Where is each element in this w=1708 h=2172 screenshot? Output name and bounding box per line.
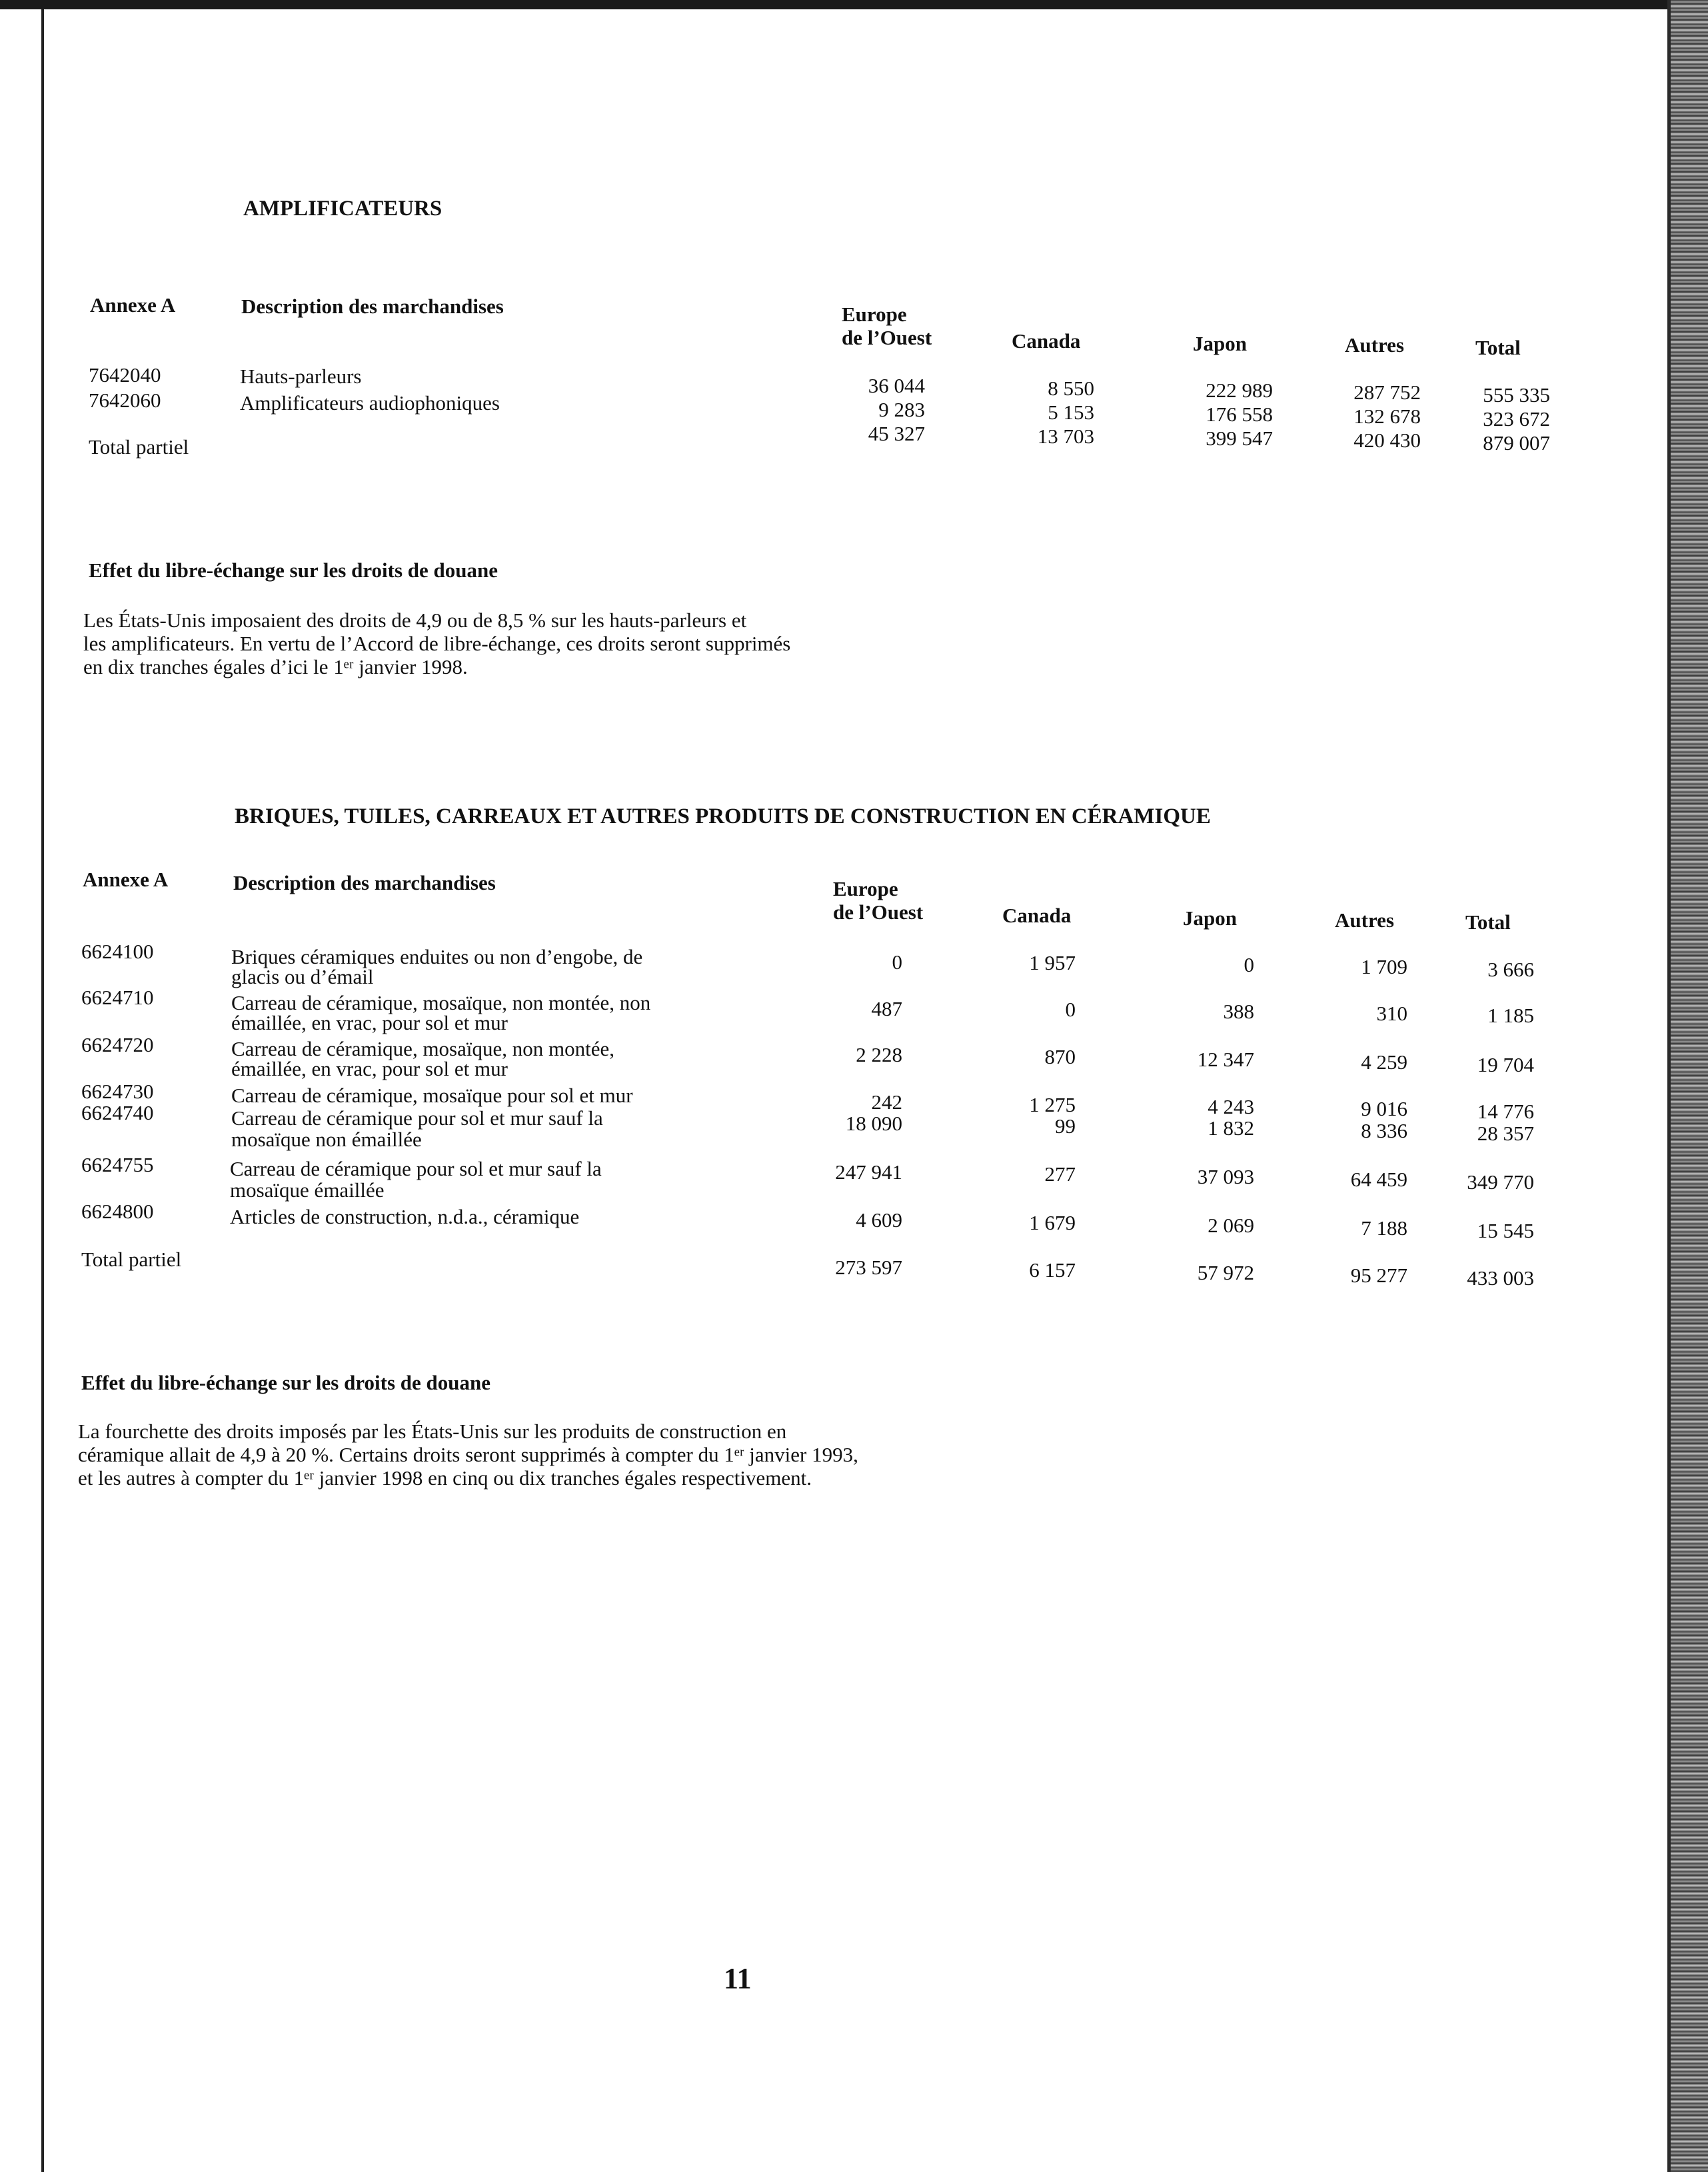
row-description: Carreau de céramique, mosaïque pour sol et mur [231, 1084, 633, 1107]
header-japon: Japon [1183, 906, 1237, 930]
header-europe-line1: Europe [833, 877, 898, 900]
row-description-cont: mosaïque non émaillée [231, 1128, 422, 1151]
cell-autres: 9 016 [1361, 1097, 1407, 1120]
header-annexe: Annexe A [90, 293, 176, 317]
cell-japon: 2 069 [1208, 1214, 1254, 1237]
cell-europe: 247 941 [835, 1160, 902, 1184]
effect-heading: Effet du libre-échange sur les droits de douane [89, 558, 498, 582]
header-autres: Autres [1335, 908, 1394, 932]
header-total: Total [1465, 910, 1511, 934]
row-code: 6624100 [81, 940, 154, 963]
subtotal-label: Total partiel [81, 1248, 182, 1271]
header-total: Total [1475, 336, 1521, 359]
header-europe-line2: de l’Ouest [842, 326, 932, 349]
cell-canada: 1 957 [1029, 951, 1076, 974]
header-canada: Canada [1002, 904, 1072, 927]
cell-japon: 4 243 [1208, 1095, 1254, 1118]
cell-canada: 13 703 [1037, 425, 1094, 448]
cell-japon: 1 832 [1208, 1116, 1254, 1140]
cell-canada: 870 [1044, 1045, 1076, 1068]
row-code: 6624740 [81, 1101, 154, 1124]
paragraph-line: céramique allait de 4,9 à 20 %. Certains droits seront supprimés à compter du 1ᵉʳ janvier 1993, [78, 1443, 858, 1466]
cell-canada: 0 [1065, 998, 1076, 1021]
cell-canada: 6 157 [1029, 1258, 1076, 1282]
cell-europe: 2 228 [856, 1043, 902, 1066]
cell-autres: 132 678 [1353, 405, 1421, 428]
cell-autres: 420 430 [1353, 429, 1421, 452]
row-code: 7642040 [89, 363, 161, 387]
cell-autres: 7 188 [1361, 1216, 1407, 1240]
cell-total: 3 666 [1487, 958, 1534, 981]
cell-total: 28 357 [1477, 1122, 1534, 1145]
header-annexe: Annexe A [83, 868, 169, 891]
row-code: 7642060 [89, 389, 161, 412]
effect-paragraph [83, 608, 790, 678]
header-description: Description des marchandises [241, 295, 504, 318]
row-description: Carreau de céramique pour sol et mur sauf la [230, 1157, 602, 1180]
subtotal-label: Total partiel [89, 435, 189, 459]
paragraph-line: Les États-Unis imposaient des droits de 4,9 ou de 8,5 % sur les hauts-parleurs et [83, 608, 747, 632]
cell-canada: 5 153 [1048, 401, 1094, 424]
header-europe-line1: Europe [842, 303, 907, 326]
row-description-cont: émaillée, en vrac, pour sol et mur [231, 1057, 508, 1080]
effect-heading: Effet du libre-échange sur les droits de douane [81, 1371, 491, 1394]
row-description-cont: glacis ou d’émail [231, 965, 374, 988]
cell-autres: 4 259 [1361, 1050, 1407, 1074]
paragraph-line: les amplificateurs. En vertu de l’Accord de libre-échange, ces droits seront supprimés [83, 632, 791, 655]
cell-total: 433 003 [1467, 1266, 1534, 1290]
cell-japon: 57 972 [1197, 1261, 1254, 1284]
section-title-ceramique: BRIQUES, TUILES, CARREAUX ET AUTRES PRODUITS DE CONSTRUCTION EN CÉRAMIQUE [235, 804, 1211, 828]
cell-autres: 8 336 [1361, 1119, 1407, 1142]
cell-europe: 242 [871, 1090, 902, 1114]
cell-canada: 1 679 [1029, 1211, 1076, 1234]
header-japon: Japon [1193, 332, 1247, 355]
row-description: Briques céramiques enduites ou non d’engobe, de [231, 945, 643, 968]
row-code: 6624730 [81, 1080, 154, 1103]
header-canada: Canada [1012, 329, 1081, 353]
cell-autres: 95 277 [1350, 1264, 1407, 1287]
header-europe-line2: de l’Ouest [833, 900, 924, 924]
row-code: 6624755 [81, 1153, 154, 1176]
cell-total: 879 007 [1483, 431, 1550, 455]
scan-top-border [0, 0, 1708, 9]
cell-japon: 399 547 [1206, 427, 1273, 450]
cell-autres: 287 752 [1353, 381, 1421, 404]
section-title-amplificateurs: AMPLIFICATEURS [243, 197, 442, 221]
cell-total: 555 335 [1483, 383, 1550, 407]
cell-europe: 4 609 [856, 1208, 902, 1232]
row-description: Carreau de céramique pour sol et mur sauf la [231, 1106, 603, 1130]
cell-canada: 99 [1055, 1114, 1076, 1138]
row-description: Carreau de céramique, mosaïque, non montée, non [231, 991, 651, 1014]
scan-page-edge [1671, 0, 1708, 2172]
cell-japon: 388 [1223, 1000, 1254, 1023]
row-description: Amplificateurs audiophoniques [240, 391, 500, 415]
row-code: 6624720 [81, 1033, 154, 1056]
cell-europe: 487 [871, 997, 902, 1020]
row-description-cont: émaillée, en vrac, pour sol et mur [231, 1011, 508, 1034]
cell-canada: 1 275 [1029, 1093, 1076, 1116]
scan-left-rule [41, 9, 44, 2172]
cell-canada: 8 550 [1048, 377, 1094, 400]
cell-europe: 18 090 [845, 1112, 902, 1135]
cell-europe: 45 327 [868, 422, 925, 445]
header-description: Description des marchandises [233, 871, 496, 894]
cell-europe: 273 597 [835, 1256, 902, 1279]
cell-japon: 222 989 [1206, 379, 1273, 402]
paragraph-line: et les autres à compter du 1ᵉʳ janvier 1998 en cinq ou dix tranches égales respectivement. [78, 1466, 812, 1490]
row-code: 6624800 [81, 1200, 154, 1223]
cell-japon: 176 558 [1206, 403, 1273, 426]
cell-canada: 277 [1044, 1162, 1076, 1186]
cell-europe: 9 283 [878, 398, 925, 421]
cell-total: 1 185 [1487, 1004, 1534, 1027]
row-code: 6624710 [81, 986, 154, 1009]
paragraph-line: La fourchette des droits imposés par les États-Unis sur les produits de construction en [78, 1420, 787, 1443]
page-number: 11 [724, 1962, 752, 1995]
cell-japon: 37 093 [1197, 1165, 1254, 1188]
cell-total: 323 672 [1483, 407, 1550, 431]
effect-paragraph [78, 1420, 858, 1490]
cell-europe: 0 [892, 950, 902, 974]
row-description: Articles de construction, n.d.a., céramique [230, 1205, 580, 1228]
row-description: Carreau de céramique, mosaïque, non montée, [231, 1037, 614, 1060]
cell-europe: 36 044 [868, 374, 925, 397]
cell-japon: 0 [1244, 953, 1254, 976]
row-description: Hauts-parleurs [240, 365, 362, 388]
cell-total: 349 770 [1467, 1170, 1534, 1194]
row-description-cont: mosaïque émaillée [230, 1178, 385, 1202]
cell-autres: 64 459 [1350, 1168, 1407, 1191]
header-autres: Autres [1345, 333, 1404, 357]
cell-autres: 1 709 [1361, 955, 1407, 978]
cell-japon: 12 347 [1197, 1048, 1254, 1071]
cell-autres: 310 [1376, 1002, 1407, 1025]
paragraph-line: en dix tranches égales d’ici le 1ᵉʳ janvier 1998. [83, 655, 468, 678]
cell-total: 15 545 [1477, 1219, 1534, 1242]
cell-total: 19 704 [1477, 1053, 1534, 1076]
cell-total: 14 776 [1477, 1100, 1534, 1123]
